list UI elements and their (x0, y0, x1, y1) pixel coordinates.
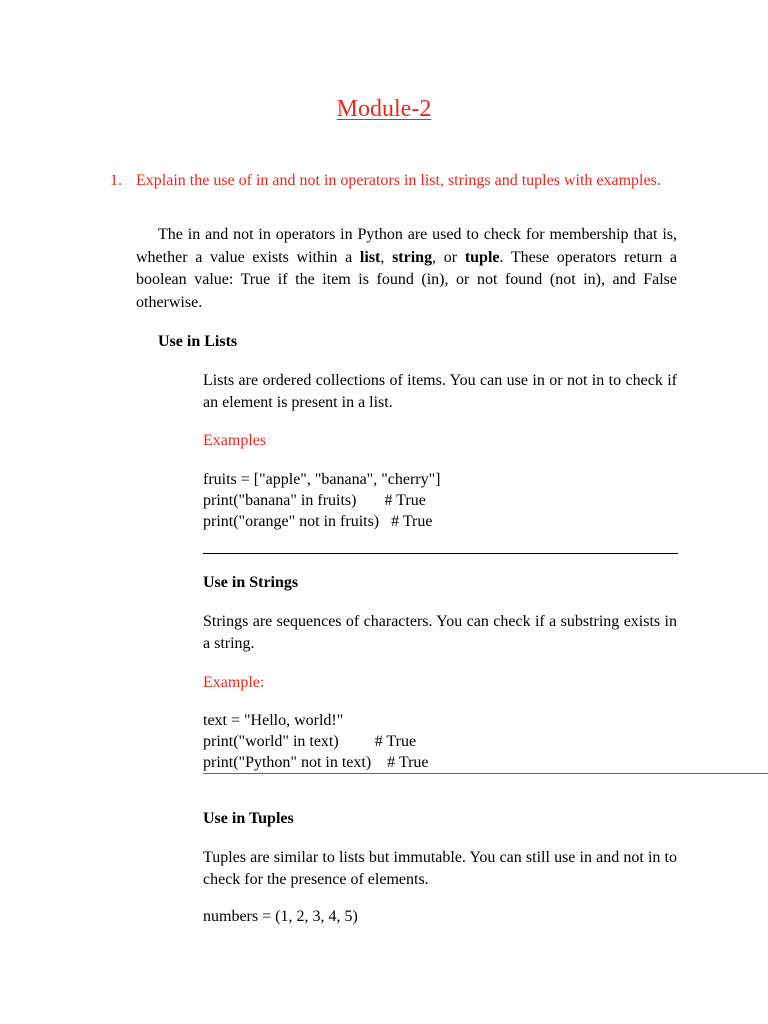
question-number: 1. (110, 172, 122, 189)
strings-code-line: print("world" in text) # True (203, 733, 417, 750)
lists-code-line: print("orange" not in fruits) # True (203, 513, 433, 530)
strings-description: Strings are sequences of characters. You can check if a substring exists in a string. (203, 613, 677, 652)
tuples-code-line: numbers = (1, 2, 3, 4, 5) (203, 908, 358, 925)
intro-text-part1: The in and not in operators in Python are used to check for membership that is, whether a value exists within a (136, 226, 677, 266)
question-1 (110, 170, 678, 192)
keyword-string: string (392, 248, 433, 266)
keyword-list: list (359, 248, 381, 266)
intro-comma-2: , or (432, 248, 465, 266)
strings-heading: Use in Strings (203, 574, 299, 591)
strings-code-line: text = "Hello, world!" (203, 712, 344, 729)
intro-comma-1: , (380, 248, 393, 266)
strings-code-line: print("Python" not in text) # True (203, 754, 429, 771)
section-divider (203, 553, 678, 554)
lists-description: Lists are ordered collections of items. You can use in or not in to check if an element is present in a list. (203, 372, 677, 411)
intro-paragraph (136, 224, 677, 314)
lists-code-line: print("banana" in fruits) # True (203, 492, 426, 509)
page-title: Module-2 (336, 96, 432, 122)
lists-examples-label: Examples (203, 432, 267, 449)
keyword-tuple: tuple (464, 248, 500, 266)
intro-text-part2: . These operators return a boolean value: True if the item is found (in), or not found (not in), and False otherwise. (136, 248, 678, 311)
question-text: Explain the use of in and not in operators in list, strings and tuples with examples. (136, 172, 661, 189)
strings-example-label: Example: (203, 674, 265, 691)
section-divider (203, 773, 768, 774)
tuples-heading: Use in Tuples (203, 810, 294, 827)
tuples-description: Tuples are similar to lists but immutable. You can still use in and not in to check for the presence of elements. (203, 849, 677, 888)
lists-code-line: fruits = ["apple", "banana", "cherry"] (203, 471, 441, 488)
lists-heading: Use in Lists (158, 333, 238, 350)
